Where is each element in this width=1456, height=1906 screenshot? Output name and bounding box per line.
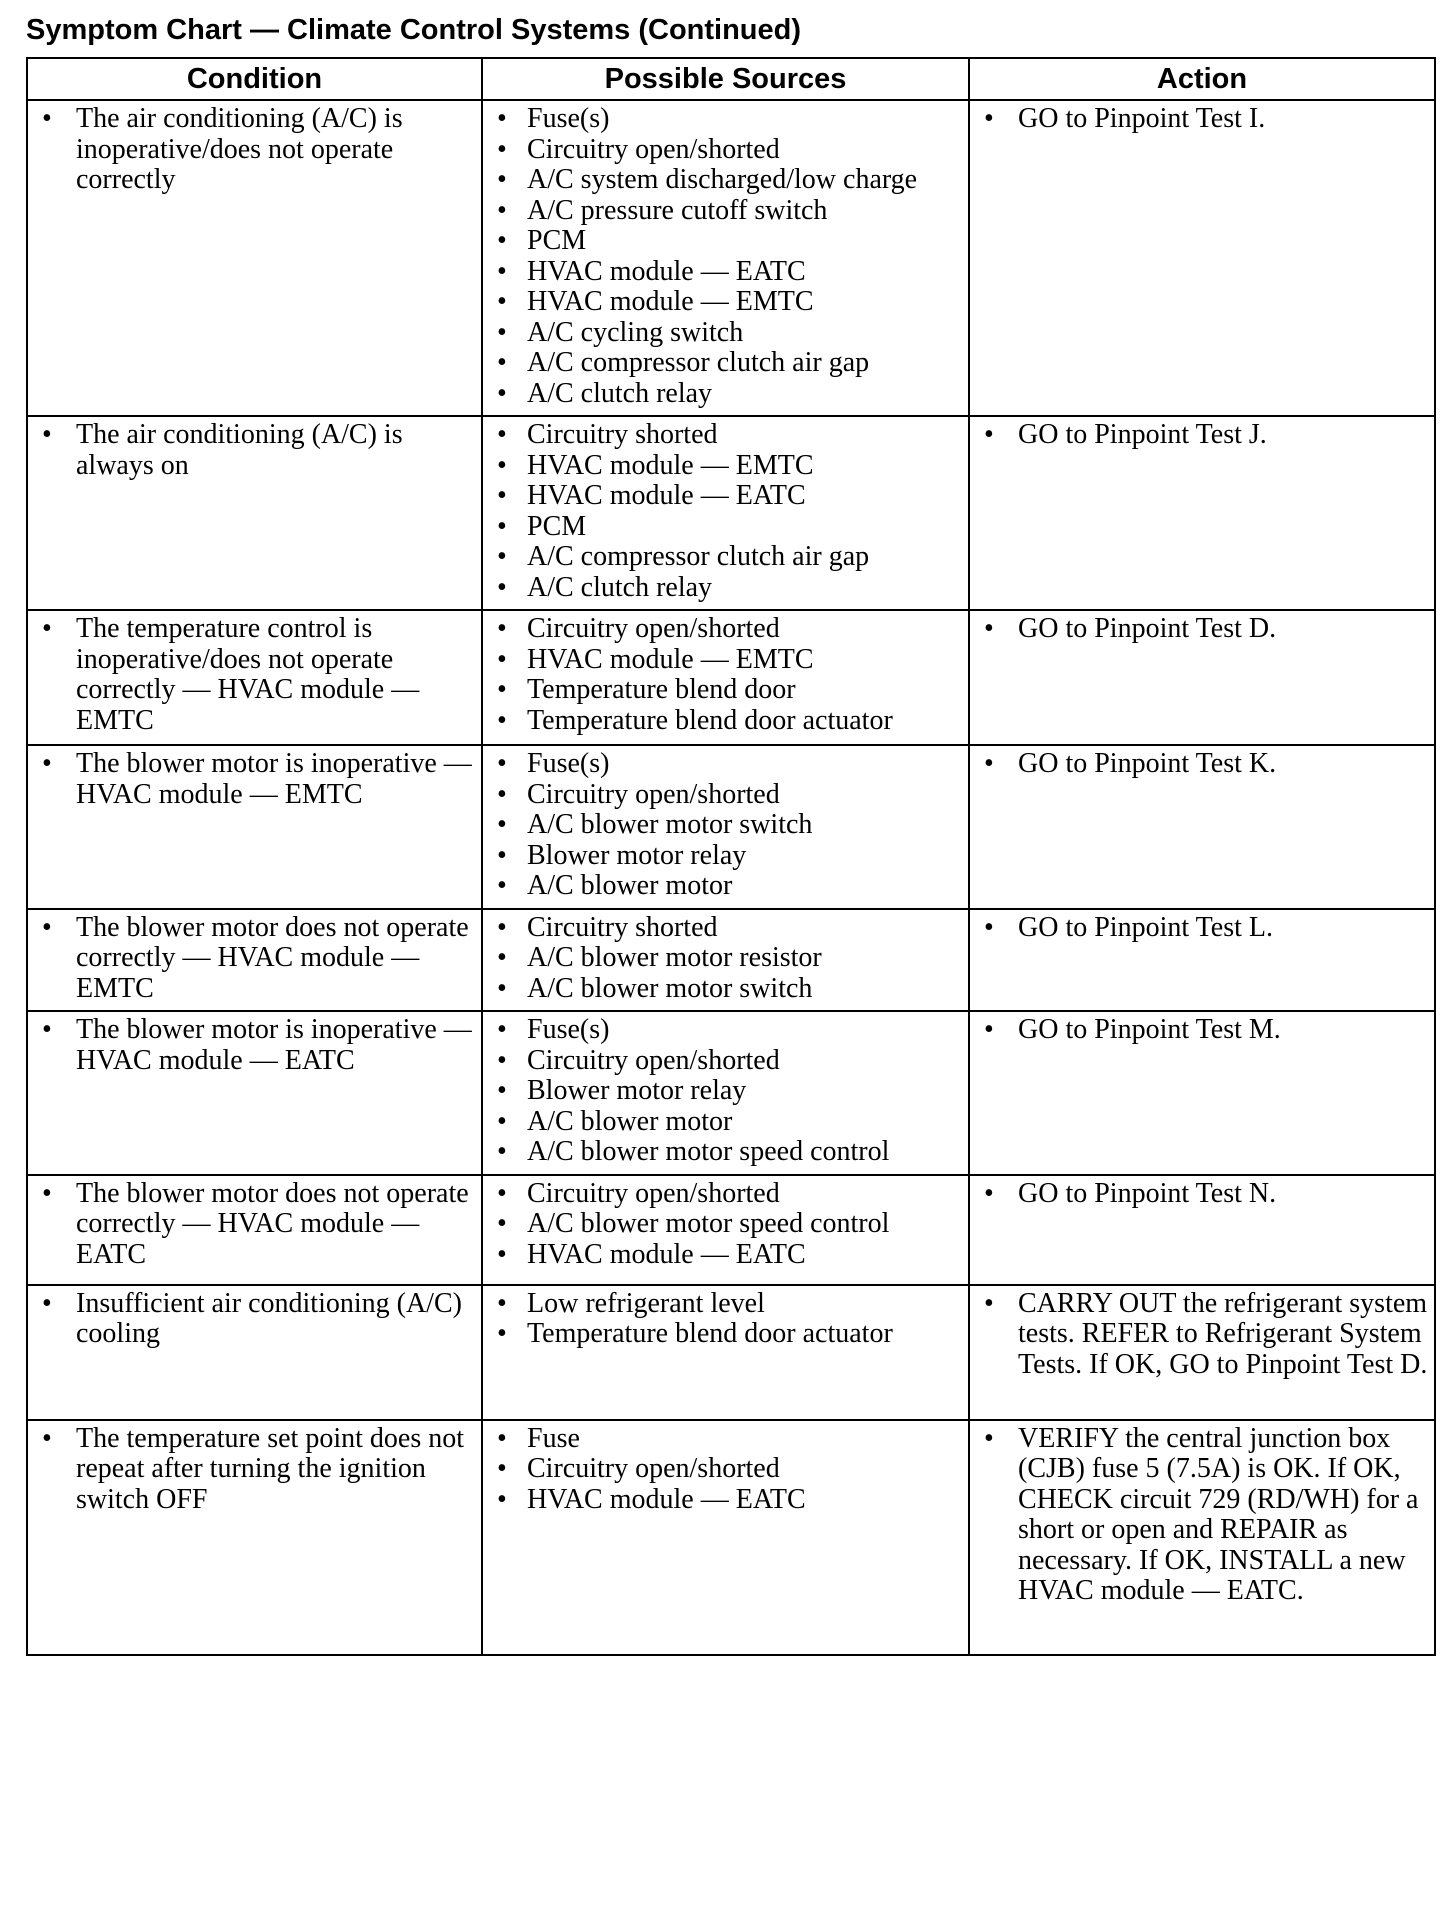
source-item: • Low refrigerant level — [489, 1289, 962, 1320]
condition-text: • Insufficient air conditioning (A/C) cooling — [34, 1289, 475, 1350]
table-row — [27, 745, 1435, 909]
action-list — [970, 1421, 1434, 1613]
sources-list — [483, 1012, 968, 1174]
header-possible-sources: Possible Sources — [482, 58, 969, 100]
sources-list — [483, 910, 968, 1011]
action-text: • GO to Pinpoint Test L. — [976, 913, 1428, 944]
condition-text: • The blower motor does not operate correctly — HVAC module — EMTC — [34, 913, 475, 1005]
source-item: • HVAC module — EMTC — [489, 645, 962, 676]
sources-list — [483, 611, 968, 742]
source-item: • HVAC module — EATC — [489, 481, 962, 512]
source-item: • A/C blower motor resistor — [489, 943, 962, 974]
action-cell — [969, 1175, 1435, 1285]
table-row — [27, 100, 1435, 416]
condition-list — [28, 1176, 481, 1277]
possible-sources-cell — [482, 610, 969, 745]
condition-list — [28, 910, 481, 1011]
table-row — [27, 416, 1435, 610]
action-list — [970, 101, 1434, 141]
action-cell — [969, 1011, 1435, 1175]
condition-text: • The air conditioning (A/C) is inoperative/does not operate correctly — [34, 104, 475, 196]
condition-cell — [27, 1420, 482, 1655]
source-item: • A/C blower motor speed control — [489, 1209, 962, 1240]
condition-cell — [27, 1285, 482, 1420]
source-item: • Circuitry open/shorted — [489, 780, 962, 811]
action-cell — [969, 100, 1435, 416]
source-item: • HVAC module — EMTC — [489, 451, 962, 482]
action-list — [970, 417, 1434, 457]
header-row — [27, 58, 1435, 100]
source-item: • HVAC module — EMTC — [489, 287, 962, 318]
condition-list — [28, 101, 481, 202]
source-item: • Temperature blend door — [489, 675, 962, 706]
source-item: • A/C clutch relay — [489, 573, 962, 604]
condition-list — [28, 1012, 481, 1082]
action-text: • GO to Pinpoint Test N. — [976, 1179, 1428, 1210]
source-item: • A/C cycling switch — [489, 318, 962, 349]
action-list — [970, 1286, 1434, 1387]
action-text: • GO to Pinpoint Test D. — [976, 614, 1428, 645]
condition-text: • The air conditioning (A/C) is always on — [34, 420, 475, 481]
action-cell — [969, 745, 1435, 909]
source-item: • Blower motor relay — [489, 1076, 962, 1107]
source-item: • Fuse(s) — [489, 749, 962, 780]
sources-list — [483, 417, 968, 609]
source-item: • Blower motor relay — [489, 841, 962, 872]
source-item: • Circuitry open/shorted — [489, 1046, 962, 1077]
condition-text: • The blower motor is inoperative — HVAC module — EATC — [34, 1015, 475, 1076]
sources-list — [483, 1421, 968, 1522]
source-item: • Circuitry open/shorted — [489, 614, 962, 645]
action-cell — [969, 909, 1435, 1012]
condition-cell — [27, 745, 482, 909]
page-title: Symptom Chart — Climate Control Systems (Continued) — [26, 14, 802, 46]
source-item: • Fuse — [489, 1424, 962, 1455]
possible-sources-cell — [482, 1285, 969, 1420]
source-item: • HVAC module — EATC — [489, 1240, 962, 1271]
condition-list — [28, 417, 481, 487]
possible-sources-cell — [482, 1175, 969, 1285]
source-item: • A/C blower motor — [489, 871, 962, 902]
table-row — [27, 909, 1435, 1012]
table-row — [27, 1420, 1435, 1655]
source-item: • Circuitry open/shorted — [489, 1179, 962, 1210]
action-text: • GO to Pinpoint Test I. — [976, 104, 1428, 135]
source-item: • Temperature blend door actuator — [489, 706, 962, 737]
possible-sources-cell — [482, 1011, 969, 1175]
symptom-chart-table — [26, 57, 1436, 1656]
source-item: • A/C system discharged/low charge — [489, 165, 962, 196]
condition-cell — [27, 416, 482, 610]
sources-list — [483, 746, 968, 908]
condition-list — [28, 611, 481, 742]
action-list — [970, 1176, 1434, 1216]
condition-list — [28, 746, 481, 816]
possible-sources-cell — [482, 1420, 969, 1655]
source-item: • Circuitry open/shorted — [489, 135, 962, 166]
header-action: Action — [969, 58, 1435, 100]
table-row — [27, 1175, 1435, 1285]
source-item: • PCM — [489, 226, 962, 257]
source-item: • Circuitry shorted — [489, 420, 962, 451]
source-item: • A/C pressure cutoff switch — [489, 196, 962, 227]
condition-cell — [27, 610, 482, 745]
possible-sources-cell — [482, 745, 969, 909]
action-cell — [969, 610, 1435, 745]
action-list — [970, 910, 1434, 950]
action-cell — [969, 416, 1435, 610]
condition-text: • The blower motor does not operate correctly — HVAC module — EATC — [34, 1179, 475, 1271]
source-item: • A/C blower motor — [489, 1107, 962, 1138]
condition-cell — [27, 909, 482, 1012]
source-item: • A/C compressor clutch air gap — [489, 348, 962, 379]
action-list — [970, 611, 1434, 651]
source-item: • A/C compressor clutch air gap — [489, 542, 962, 573]
condition-cell — [27, 1011, 482, 1175]
action-text: • VERIFY the central junction box (CJB) fuse 5 (7.5A) is OK. If OK, CHECK circuit 729 (RD/WH) for a short or open and REPAIR as necessary. If OK, INSTALL a new HVAC module — EATC. — [976, 1424, 1428, 1607]
action-text: • GO to Pinpoint Test J. — [976, 420, 1428, 451]
condition-cell — [27, 1175, 482, 1285]
action-text: • GO to Pinpoint Test M. — [976, 1015, 1428, 1046]
source-item: • A/C blower motor switch — [489, 810, 962, 841]
source-item: • Fuse(s) — [489, 1015, 962, 1046]
source-item: • Circuitry shorted — [489, 913, 962, 944]
source-item: • PCM — [489, 512, 962, 543]
table-row — [27, 1285, 1435, 1420]
sources-list — [483, 1286, 968, 1356]
sources-list — [483, 1176, 968, 1277]
condition-text: • The temperature control is inoperative/does not operate correctly — HVAC module — EMTC — [34, 614, 475, 736]
action-cell — [969, 1420, 1435, 1655]
source-item: • Temperature blend door actuator — [489, 1319, 962, 1350]
action-cell — [969, 1285, 1435, 1420]
source-item: • Fuse(s) — [489, 104, 962, 135]
action-list — [970, 746, 1434, 786]
condition-cell — [27, 100, 482, 416]
condition-list — [28, 1286, 481, 1356]
source-item: • A/C blower motor speed control — [489, 1137, 962, 1168]
action-list — [970, 1012, 1434, 1052]
table-row — [27, 1011, 1435, 1175]
source-item: • Circuitry open/shorted — [489, 1454, 962, 1485]
action-text: • GO to Pinpoint Test K. — [976, 749, 1428, 780]
source-item: • HVAC module — EATC — [489, 1485, 962, 1516]
source-item: • A/C clutch relay — [489, 379, 962, 410]
header-condition: Condition — [27, 58, 482, 100]
possible-sources-cell — [482, 100, 969, 416]
source-item: • A/C blower motor switch — [489, 974, 962, 1005]
action-text: • CARRY OUT the refrigerant system tests. REFER to Refrigerant System Tests. If OK, GO to Pinpoint Test D. — [976, 1289, 1428, 1381]
condition-text: • The temperature set point does not repeat after turning the ignition switch OFF — [34, 1424, 475, 1516]
condition-text: • The blower motor is inoperative — HVAC module — EMTC — [34, 749, 475, 810]
sources-list — [483, 101, 968, 415]
table-row — [27, 610, 1435, 745]
possible-sources-cell — [482, 909, 969, 1012]
condition-list — [28, 1421, 481, 1522]
source-item: • HVAC module — EATC — [489, 257, 962, 288]
possible-sources-cell — [482, 416, 969, 610]
